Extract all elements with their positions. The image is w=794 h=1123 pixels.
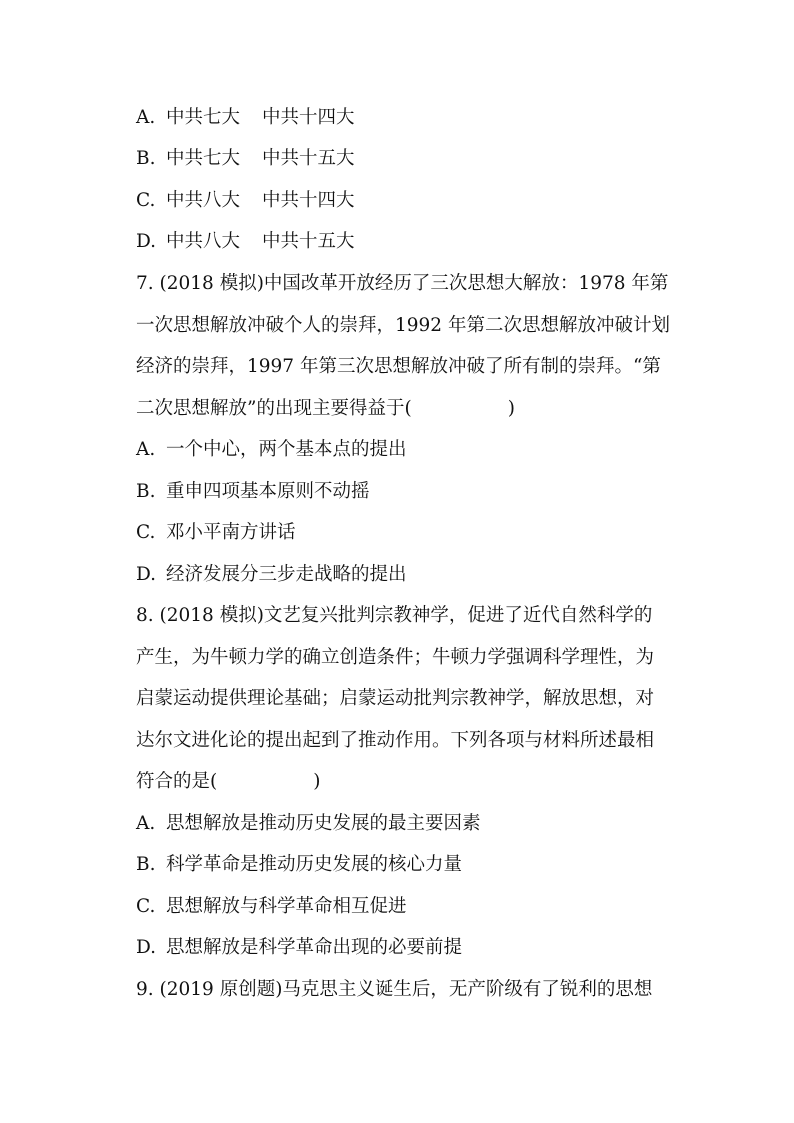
option-label: A. [136, 439, 156, 460]
q8-stem-line: 8. (2018 模拟)文艺复兴批判宗教神学，促进了近代自然科学的 [136, 605, 653, 626]
q8-stem-line: 启蒙运动提供理论基础；启蒙运动批判宗教神学，解放思想，对 [136, 688, 655, 709]
option-label: C. [136, 522, 156, 543]
option-text-second: 中共十四大 [262, 107, 355, 128]
q8-option-a [136, 812, 481, 836]
q7-stem-text: 二次思想解放”的出现主要得益于( [136, 398, 412, 419]
option-text: 思想解放是科学革命出现的必要前提 [166, 937, 463, 958]
option-text: 科学革命是推动历史发展的核心力量 [166, 854, 463, 875]
q8-stem-line: 达尔文进化论的提出起到了推动作用。下列各项与材料所述最相 [136, 730, 655, 751]
q7-option-d [136, 563, 407, 587]
option-text: 经济发展分三步走战略的提出 [166, 564, 407, 585]
q8-option-c [136, 895, 407, 919]
q8-stem-last-line [136, 770, 320, 794]
q8-stem-text: 符合的是( [136, 771, 218, 792]
option-text: 一个中心，两个基本点的提出 [166, 439, 407, 460]
option-text-second: 中共十五大 [262, 148, 355, 169]
q8-option-d [136, 936, 462, 960]
q8-stem-line: 产生，为牛顿力学的确立创造条件；牛顿力学强调科学理性，为 [136, 647, 655, 668]
option-label: A. [136, 813, 156, 834]
option-label: D. [136, 564, 157, 585]
option-text: 重申四项基本原则不动摇 [166, 481, 370, 502]
q6-option-b [136, 147, 355, 171]
q7-option-b [136, 480, 370, 504]
q7-stem-last-line [136, 397, 515, 421]
q6-option-c [136, 189, 355, 213]
option-text-second: 中共十四大 [262, 190, 355, 211]
option-label: B. [136, 481, 156, 502]
q8-option-b [136, 853, 462, 877]
option-label: A. [136, 107, 156, 128]
option-label: C. [136, 896, 156, 917]
q7-stem-line: 经济的崇拜，1997 年第三次思想解放冲破了所有制的崇拜。“第 [136, 356, 661, 377]
closing-paren: ) [313, 771, 321, 792]
option-text-first: 中共八大 [166, 231, 241, 252]
option-label: D. [136, 231, 157, 252]
q7-stem-line: 7. (2018 模拟)中国改革开放经历了三次思想大解放：1978 年第 [136, 273, 669, 294]
option-text-second: 中共十五大 [262, 231, 355, 252]
option-label: C. [136, 190, 156, 211]
option-text-first: 中共七大 [166, 107, 241, 128]
q7-option-a [136, 438, 407, 462]
q9-stem-line: 9. (2019 原创题)马克思主义诞生后，无产阶级有了锐利的思想 [136, 979, 653, 1000]
q6-option-d [136, 230, 355, 254]
closing-paren: ) [507, 398, 515, 419]
option-text: 思想解放与科学革命相互促进 [166, 896, 407, 917]
option-text-first: 中共八大 [166, 190, 241, 211]
q7-stem-line: 一次思想解放冲破个人的崇拜，1992 年第二次思想解放冲破计划 [136, 315, 670, 336]
option-label: B. [136, 148, 156, 169]
option-text: 思想解放是推动历史发展的最主要因素 [166, 813, 481, 834]
option-text-first: 中共七大 [166, 148, 241, 169]
option-label: B. [136, 854, 156, 875]
q7-option-c [136, 521, 296, 545]
option-label: D. [136, 937, 157, 958]
option-text: 邓小平南方讲话 [166, 522, 296, 543]
q6-option-a [136, 106, 355, 130]
